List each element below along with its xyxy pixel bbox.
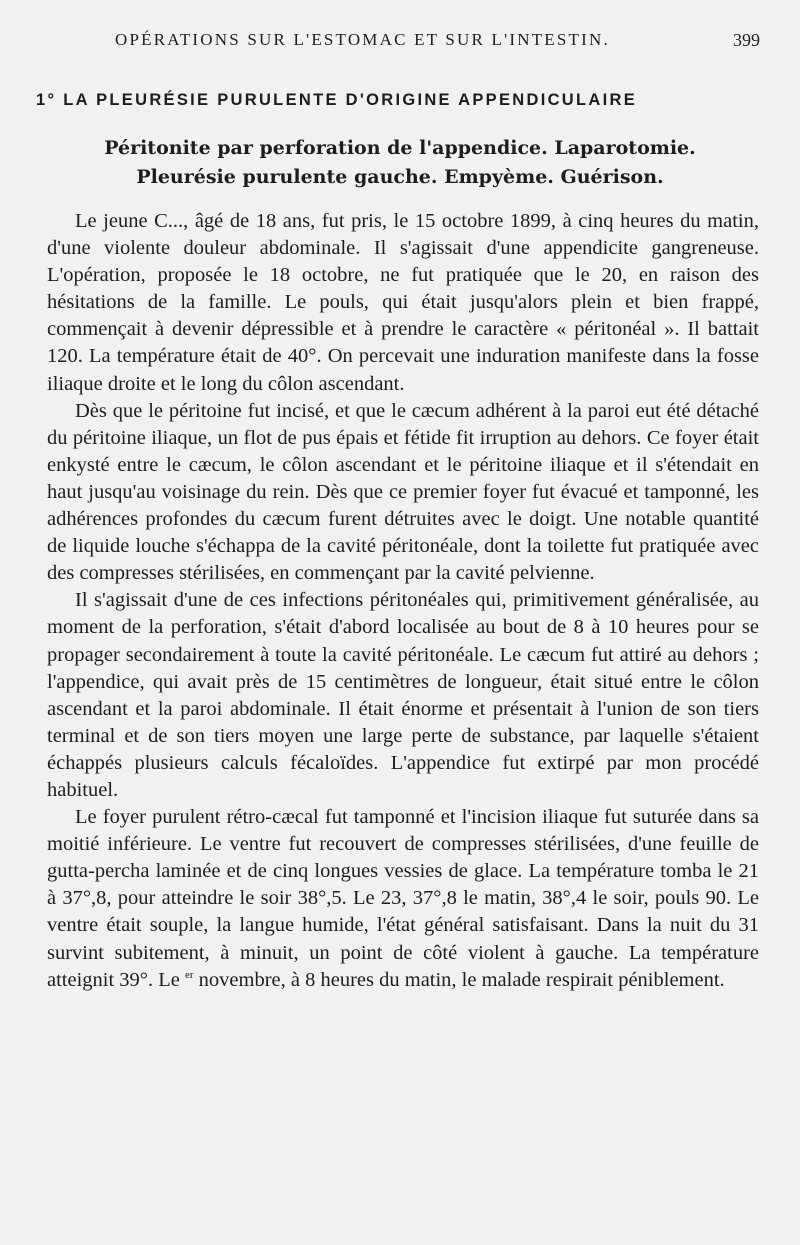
running-head <box>45 30 760 56</box>
case-title <box>40 134 760 192</box>
paragraph-2: Dès que le péritoine fut incisé, et que le cæcum adhérent à la paroi eut été détaché du péritoine iliaque, un flot de pus épais et fétide fit irruption au dehors. Ce foyer était enkysté entre le cæcum, le côlon ascendant et le péritoine iliaque et il s'étendait en haut jusqu'au voisinage du rein. Dès que ce premier foyer fut évacué et tamponné, les adhérences profondes du cæcum furent détruites avec le doigt. Une notable quantité de liquide louche s'échappa de la cavité péritonéale, dont la toilette fut pratiquée avec des compresses stérilisées, en commençant par la cavité pelvienne. <box>47 399 759 585</box>
body-text <box>47 208 759 994</box>
paragraph-4-text: Le foyer purulent rétro-cæcal fut tamponné et l'incision iliaque fut suturée dans sa moitié inférieure. Le ventre fut recouvert de compresses stérilisées, d'une feuille de gutta-percha laminée et de cinq longues vessies de glace. La température tomba le 21 à 37°,8, pour atteindre le soir 38°,5. Le 23, 37°,8 le matin, 38°,4 le soir, pouls 90. Le ventre était souple, la langue humide, l'état général satisfaisant. Dans la nuit du 31 survint subitement, à minuit, un point de côté violent à gauche. La température atteignit 39°. Le <box>47 806 759 991</box>
paragraph-4-tail: novembre, à 8 heures du matin, le malade respirait péniblement. <box>193 968 725 991</box>
ordinal-superscript: er <box>185 968 194 981</box>
page-number: 399 <box>733 30 760 50</box>
paragraph-3: Il s'agissait d'une de ces infections péritonéales qui, primitivement généralisée, au moment de la perforation, s'était d'abord localisée au bout de 8 à 10 heures pour se propager secondairement à toute la cavité péritonéale. Le cæcum fut attiré au dehors ; l'appendice, qui avait près de 15 centimètres de longueur, était situé entre le côlon ascendant et la paroi abdominale. Il était énorme et présentait à l'union de son tiers terminal et de son tiers moyen une large perte de substance, par laquelle s'étaient échappés plusieurs calculs fécaloïdes. L'appendice fut extirpé par mon procédé habituel. <box>47 589 759 801</box>
case-title-line-1: Péritonite par perforation de l'appendice. Laparotomie. <box>104 137 696 159</box>
case-title-line-2: Pleurésie purulente gauche. Empyème. Guérison. <box>136 166 664 188</box>
paragraph-4 <box>47 804 759 994</box>
section-heading: 1° LA PLEURÉSIE PURULENTE D'ORIGINE APPENDICULAIRE <box>36 91 638 109</box>
running-title: OPÉRATIONS SUR L'ESTOMAC ET SUR L'INTESTIN. <box>115 30 610 49</box>
paragraph-1: Le jeune C..., âgé de 18 ans, fut pris, le 15 octobre 1899, à cinq heures du matin, d'une violente douleur abdominale. Il s'agissait d'une appendicite gangreneuse. L'opération, proposée le 18 octobre, ne fut pratiquée que le 20, en raison des hésitations de la famille. Le pouls, qui était jusqu'alors plein et bien frappé, commençait à devenir dépressible et à prendre le caractère « péritonéal ». Il battait 120. La température était de 40°. On percevait une induration manifeste dans la fosse iliaque droite et le long du côlon ascendant. <box>47 210 759 395</box>
